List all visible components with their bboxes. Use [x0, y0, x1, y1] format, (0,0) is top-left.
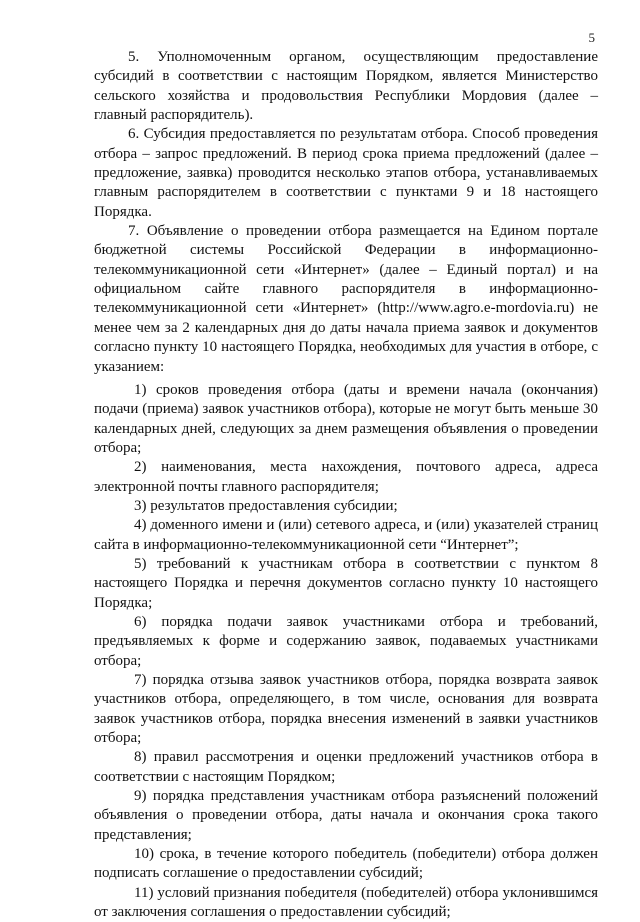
list-item-10: 10) срока, в течение которого победитель (победители) отбора должен подписать соглашение о предоставлении субсидий; — [94, 846, 598, 882]
list-item-5: 5) требований к участникам отбора в соответствии с пунктом 8 настоящего Порядка и перечня документов согласно пункту 10 настоящего Порядка; — [94, 555, 598, 611]
list-item-7: 7) порядка отзыва заявок участников отбора, порядка возврата заявок участников отбора, определяющего, в том числе, основания для возврата заявок участников отбора, порядка внесения изменений в заявки участников отбора; — [94, 672, 598, 747]
list-item-3: 3) результатов предоставления субсидии; — [134, 497, 398, 514]
paragraph-7: 7. Объявление о проведении отбора размещается на Едином портале бюджетной системы Российской Федерации в информационно-телекоммуникационной сети «Интернет» (далее – Единый портал) и на официальном сайте главного распорядителя в информационно-телекоммуникационной сети «Интернет» (http://www.agro.e-mordovia.ru) не менее чем за 2 календарных дня до даты начала приема заявок и документов согласно пункту 10 настоящего Порядка, необходимых для участия в отборе, с указанием: — [94, 223, 598, 375]
paragraph-5: 5. Уполномоченным органом, осуществляющим предоставление субсидий в соответствии с настоящим Порядком, является Министерство сельского хозяйства и продовольствия Республики Мордовия (далее – главный распорядитель). — [94, 49, 598, 124]
list-item-9: 9) порядка представления участникам отбора разъяснений положений объявления о проведении отбора, даты начала и окончания срока такого представления; — [94, 788, 598, 843]
list-item-2: 2) наименования, места нахождения, почтового адреса, адреса электронной почты главного распорядителя; — [94, 459, 598, 495]
list-item-11: 11) условий признания победителя (победителей) отбора уклонившимся от заключения соглашения о предоставлении субсидий; — [94, 884, 598, 921]
list-item-4: 4) доменного имени и (или) сетевого адреса, и (или) указателей страниц сайта в информационно-телекоммуникационной сети “Интернет”; — [94, 517, 598, 553]
paragraph-6: 6. Субсидия предоставляется по результатам отбора. Способ проведения отбора – запрос предложений. В период срока приема предложений (далее – предложение, заявка) проводится несколько этапов отбора, устанавливаемых главным распорядителем в соответствии с пунктами 9 и 18 настоящего Порядка. — [94, 126, 598, 220]
page-number: 5 — [588, 30, 595, 45]
list-item-1: 1) сроков проведения отбора (даты и времени начала (окончания) подачи (приема) заявок участников отбора), которые не могут быть меньше 30 календарных дней, следующих за днем размещения объявления о проведении отбора; — [94, 381, 598, 456]
list-item-6: 6) порядка подачи заявок участниками отбора и требований, предъявляемых к форме и содержанию заявок, подаваемых участниками отбора; — [94, 613, 598, 669]
list-item-8: 8) правил рассмотрения и оценки предложений участников отбора в соответствии с настоящим Порядком; — [94, 749, 598, 785]
document-body — [94, 48, 598, 922]
